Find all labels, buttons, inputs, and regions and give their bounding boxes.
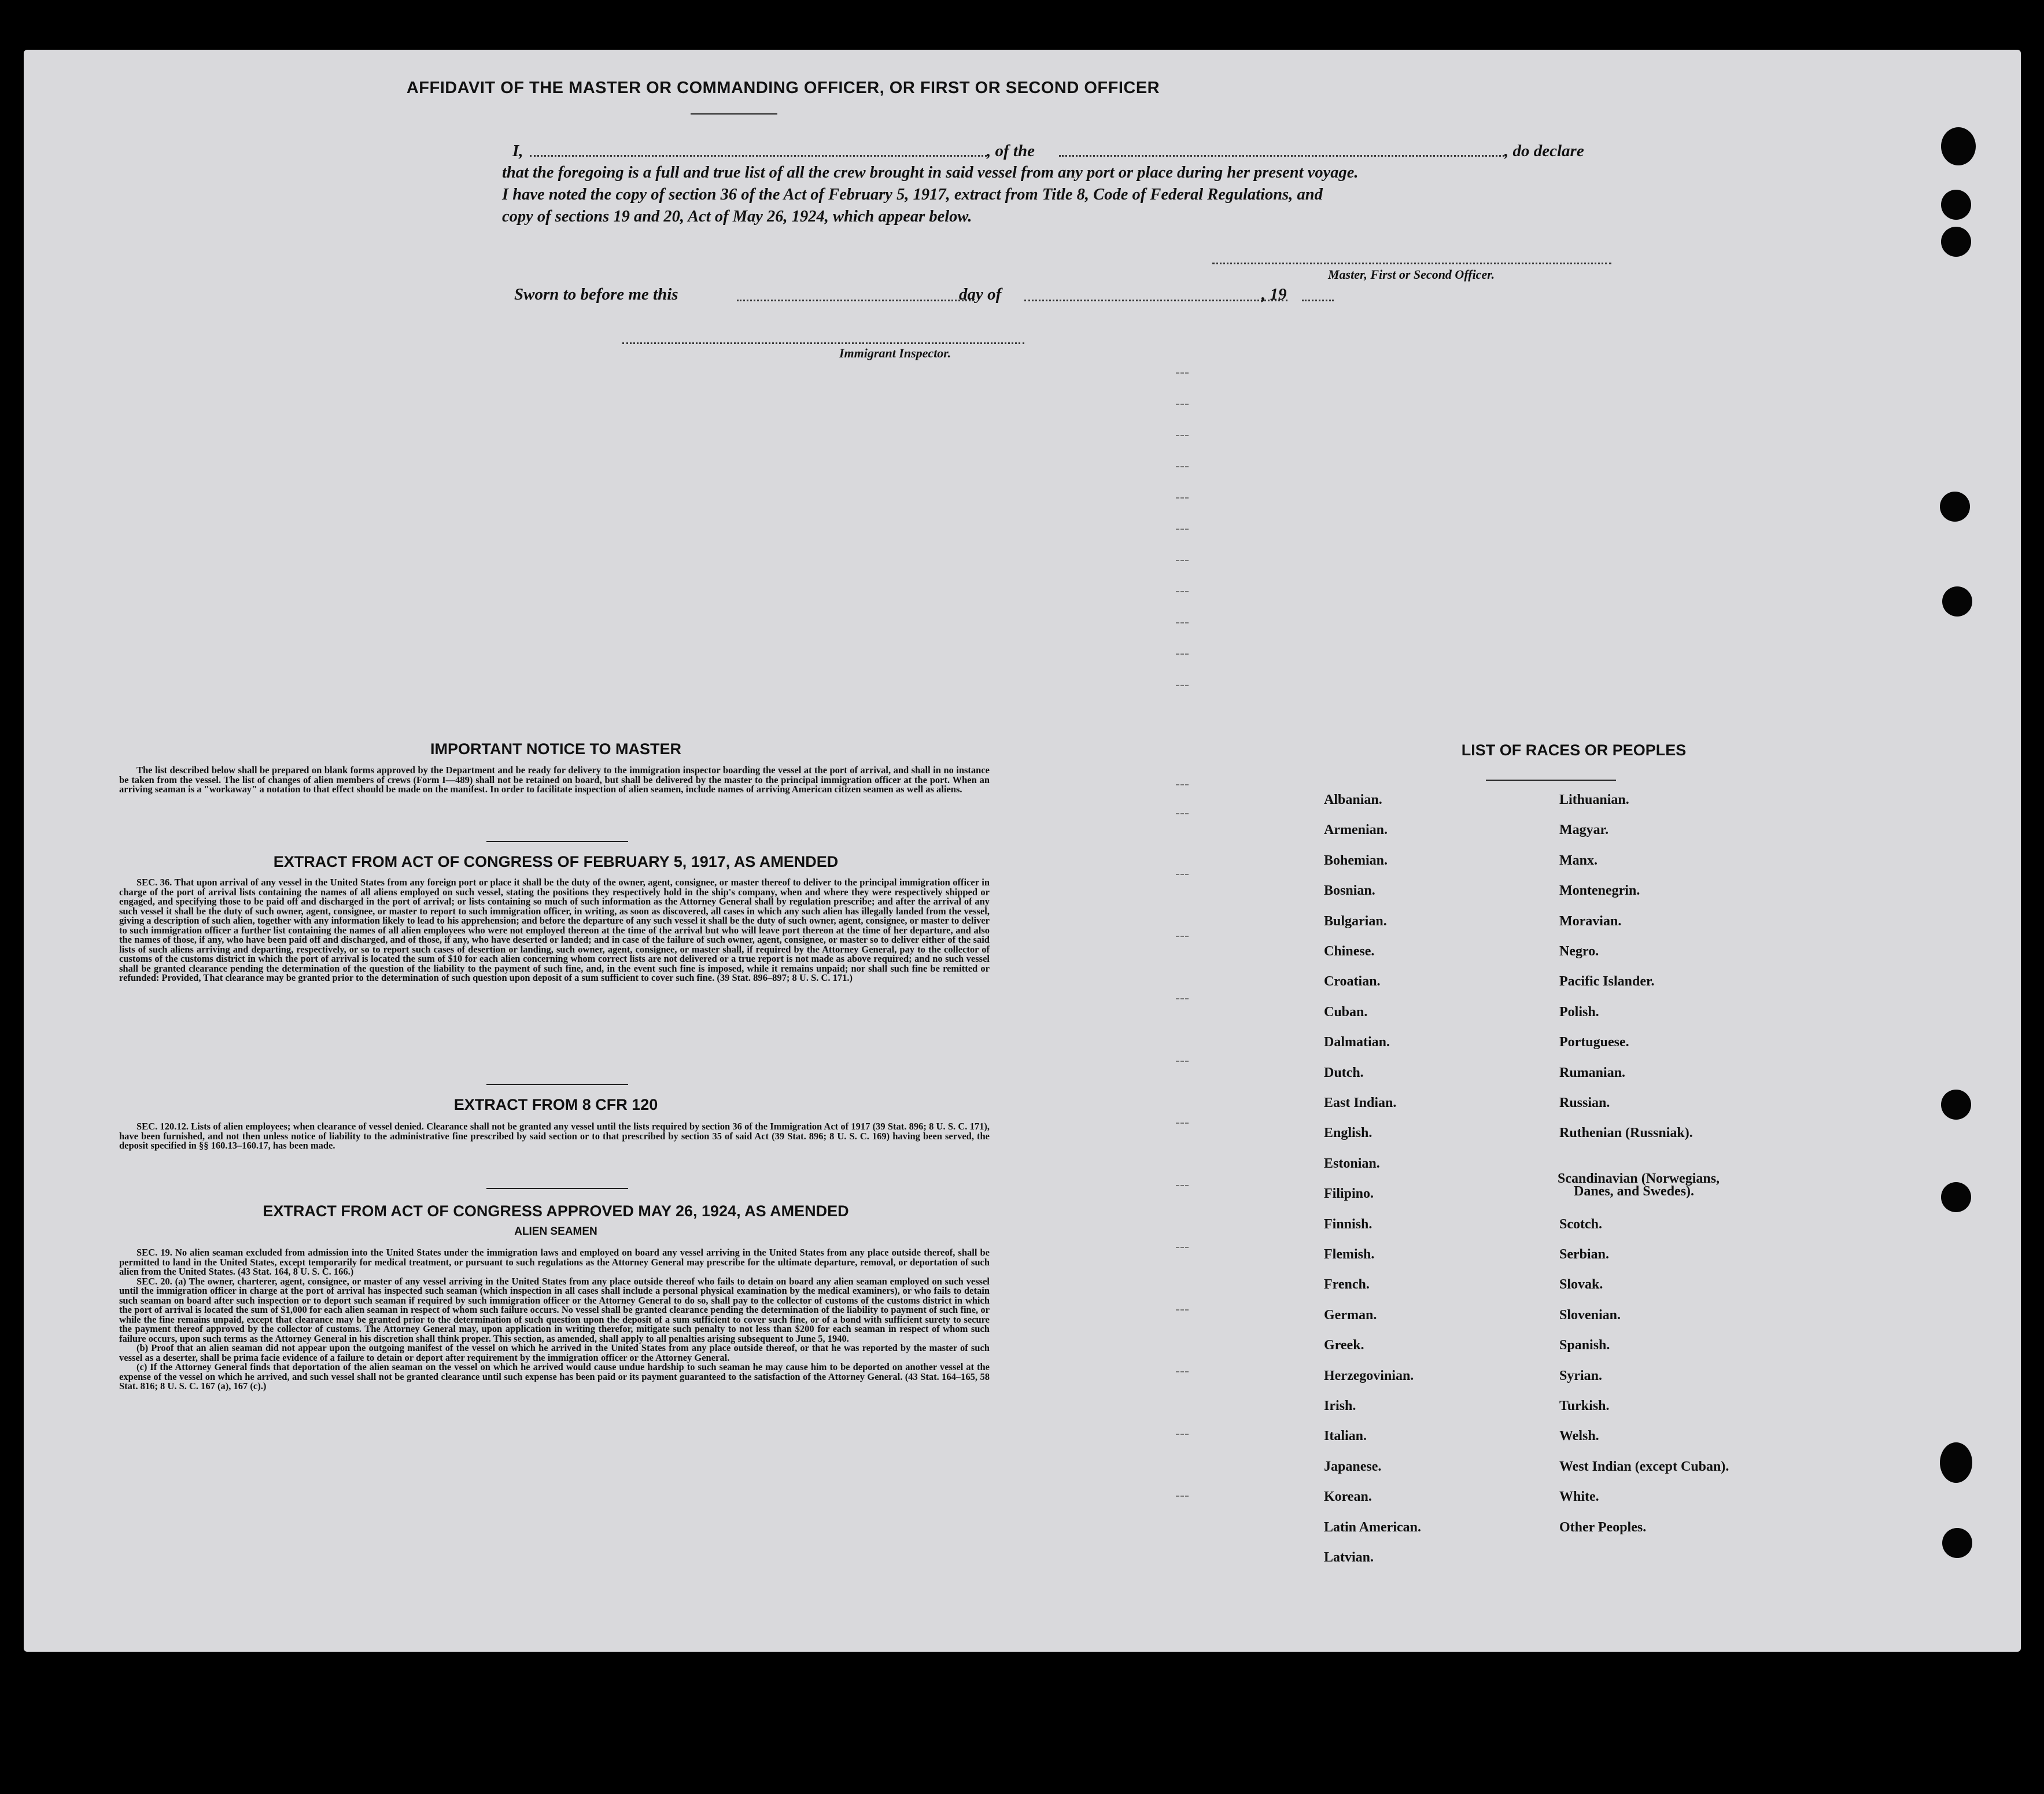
race-item: East Indian.	[1324, 1095, 1397, 1110]
extract-1924-heading: EXTRACT FROM ACT OF CONGRESS APPROVED MAY 26, 1924, AS AMENDED	[263, 1202, 849, 1220]
race-item: Greek.	[1324, 1338, 1364, 1353]
crease-mark	[1176, 622, 1189, 623]
crease-mark	[1176, 560, 1189, 561]
master-caption: Master, First or Second Officer.	[1328, 267, 1495, 282]
crease-mark	[1176, 1247, 1189, 1248]
punch-hole	[1940, 492, 1970, 522]
crease-mark	[1176, 372, 1189, 374]
crease-mark	[1176, 1434, 1189, 1435]
race-item: English.	[1324, 1125, 1372, 1141]
race-item: Estonian.	[1324, 1156, 1380, 1171]
crease-mark	[1176, 1185, 1189, 1186]
race-item: Bulgarian.	[1324, 913, 1387, 929]
race-item: Manx.	[1559, 852, 1597, 868]
year-blank[interactable]	[1302, 300, 1334, 301]
extract-cfr-rule	[486, 1188, 628, 1189]
race-item: Croatian.	[1324, 974, 1381, 990]
sec-19-paragraph: SEC. 19. No alien seaman excluded from admission into the United States under the immigration laws and employed on board any vessel arriving in the United States from any place outside thereof, shall be permitted to land in the United States, except temporarily for medical treatment, or pursuant to such regulations as the Attorney General may prescribe for the ultimate departure, removal, or deportation of such alien from the United States. (43 Stat. 164, 8 U. S. C. 166.)	[119, 1247, 990, 1277]
race-item: Herzegovinian.	[1324, 1368, 1414, 1383]
race-item: West Indian (except Cuban).	[1559, 1459, 1729, 1474]
sworn-label: Sworn to before me this	[514, 285, 678, 304]
race-item: Scotch.	[1559, 1216, 1602, 1232]
race-item: Latin American.	[1324, 1519, 1421, 1535]
crease-mark	[1176, 591, 1189, 592]
punch-hole	[1941, 1090, 1971, 1120]
punch-hole	[1942, 586, 1972, 617]
races-rule	[1486, 780, 1616, 781]
declaration-of-the: , of the	[987, 142, 1035, 160]
punch-hole	[1942, 1528, 1972, 1558]
race-item: Syrian.	[1559, 1368, 1603, 1383]
race-item: Filipino.	[1324, 1186, 1374, 1202]
sec-20a-paragraph: SEC. 20. (a) The owner, charterer, agent, consignee, or master of any vessel arriving in the United States from any place outside thereof who fails to detain on board any alien seaman employed on such vessel until the immigration officer in charge at the port of arrival has inspected such seaman (which inspection in all cases shall include a personal physical examination by the medical examiners), or who fails to detain such seaman on board after such inspection or to deport such seaman if required by such immigration officer or the Attorney General to do so, shall pay to the collector of customs of the customs district in which the port of arrival is located the sum of $1,000 for each alien seaman in respect of whom such failure occurs. No vessel shall be granted clearance pending the determination of the liability to payment of such fine, or while the fine remains unpaid, except that clearance may be granted prior to the determination of such question upon the deposit of a sum sufficient to cover such fine, or of a bond with sufficient surety to secure the payment thereof approved by the collector of customs. The Attorney General may, upon application in writing therefor, mitigate such penalty to not less than $200 for each seaman in respect of whom such failure occurs, upon such terms as the Attorney General in his discretion shall think proper. This section, as amended, shall apply to all penalties arising subsequent to June 5, 1940.	[119, 1275, 990, 1344]
extract-cfr-heading: EXTRACT FROM 8 CFR 120	[453, 1096, 658, 1113]
crease-mark	[1176, 404, 1189, 405]
race-item: Other Peoples.	[1559, 1519, 1647, 1535]
extract-1917-text	[119, 878, 990, 983]
race-item: Serbian.	[1559, 1247, 1610, 1262]
race-item: Italian.	[1324, 1428, 1367, 1444]
race-item: Danes, and Swedes).	[1574, 1184, 1695, 1199]
race-item: Turkish.	[1559, 1398, 1610, 1413]
race-item: Latvian.	[1324, 1550, 1374, 1565]
race-item: Bohemian.	[1324, 852, 1388, 868]
name-blank[interactable]	[530, 155, 987, 157]
punch-hole	[1940, 1442, 1972, 1483]
race-item: White.	[1559, 1489, 1599, 1505]
extract-1917-rule	[486, 1084, 628, 1085]
inspector-caption: Immigrant Inspector.	[839, 346, 951, 360]
race-item: German.	[1324, 1307, 1377, 1323]
race-item: Scandinavian (Norwegians,	[1558, 1171, 1720, 1186]
race-item: Lithuanian.	[1559, 792, 1629, 807]
sworn-day-blank[interactable]	[737, 300, 974, 301]
declaration-line-2: that the foregoing is a full and true list of all the crew brought in said vessel from any port or place during her present voyage.	[502, 164, 1359, 182]
punch-hole	[1941, 1182, 1971, 1212]
race-item: Irish.	[1324, 1398, 1356, 1413]
notice-rule	[486, 841, 628, 842]
race-item: Albanian.	[1324, 792, 1382, 807]
race-item: Korean.	[1324, 1489, 1372, 1505]
crease-mark	[1176, 936, 1189, 937]
race-item: Ruthenian (Russniak).	[1559, 1125, 1693, 1141]
affidavit-title: AFFIDAVIT OF THE MASTER OR COMMANDING OFFICER, OR FIRST OR SECOND OFFICER	[406, 79, 1160, 97]
race-item: Dalmatian.	[1324, 1035, 1390, 1050]
race-item: Dutch.	[1324, 1065, 1364, 1080]
race-item: Flemish.	[1324, 1247, 1375, 1262]
race-item: Chinese.	[1324, 944, 1375, 959]
race-item: Negro.	[1559, 944, 1599, 959]
extract-1917-heading: EXTRACT FROM ACT OF CONGRESS OF FEBRUARY 5, 1917, AS AMENDED	[273, 853, 839, 870]
notice-paragraph: The list described below shall be prepared on blank forms approved by the Department and be ready for delivery to the immigration inspector boarding the vessel at the port of arrival, and shall in no instance be taken from the vessel. The list of changes of alien members of crews (Form I—489) shall not be retained on board, but shall be delivered by the master to the principal immigration officer at the port. When an arriving seaman is a "workaway" a notation to that effect should be made on the manifest. In order to facilitate inspection of alien seamen, include names of arriving American citizen seamen as well as aliens.	[119, 765, 990, 795]
sworn-month-blank[interactable]	[1024, 300, 1287, 301]
crease-mark	[1176, 1123, 1189, 1124]
race-item: Slovenian.	[1559, 1307, 1621, 1323]
race-item: Welsh.	[1559, 1428, 1599, 1444]
crease-mark	[1176, 435, 1189, 436]
races-heading: LIST OF RACES OR PEOPLES	[1461, 741, 1687, 759]
notice-heading: IMPORTANT NOTICE TO MASTER	[430, 740, 681, 758]
crease-mark	[1176, 1309, 1189, 1311]
crease-mark	[1176, 497, 1189, 499]
crease-mark	[1176, 529, 1189, 530]
sec-20c-paragraph: (c) If the Attorney General finds that deportation of the alien seaman on the vessel on which he arrived would cause undue hardship to such seaman he may cause him to be deported on another vessel at the expense of the vessel on which he arrived, and such vessel shall not be granted clearance until such expense has been paid or its payment guaranteed to the satisfaction of the Attorney General. (43 Stat. 164–165, 58 Stat. 816; 8 U. S. C. 167 (a), 167 (c).)	[119, 1361, 990, 1391]
punch-hole	[1941, 227, 1971, 257]
race-item: Japanese.	[1324, 1459, 1382, 1474]
crease-mark	[1176, 813, 1189, 814]
race-item: Pacific Islander.	[1559, 974, 1655, 990]
master-signature-blank[interactable]	[1212, 263, 1611, 264]
crease-mark	[1176, 685, 1189, 686]
crease-mark	[1176, 654, 1189, 655]
race-item: Cuban.	[1324, 1004, 1368, 1020]
crease-mark	[1176, 1371, 1189, 1372]
crease-mark	[1176, 874, 1189, 875]
declaration-line-4: copy of sections 19 and 20, Act of May 26, 1924, which appear below.	[502, 208, 972, 226]
crease-mark	[1176, 998, 1189, 999]
race-item: Polish.	[1559, 1004, 1599, 1020]
race-item: Portuguese.	[1559, 1035, 1629, 1050]
race-item: Russian.	[1559, 1095, 1610, 1110]
extract-1917-paragraph: SEC. 36. That upon arrival of any vessel in the United States from any foreign port or place it shall be the duty of the owner, agent, consignee, or master thereof to deliver to the principal immigration officer in charge of the port of arrival lists containing the names of all aliens employed on such vessel, stating the positions they respectively hold in the ship's company, when and where they were respectively shipped or engaged, and specifying those to be paid off and discharged in the port of arrival; or lists containing so much of such information as the Attorney General shall by regulation prescribe; and after the arrival of any such vessel it shall be the duty of such owner, agent, consignee, or master to report to such immigration officer, in writing, as soon as discovered, all cases in which any such alien has illegally landed from the vessel, giving a description of such alien, together with any information likely to lead to his apprehension; and before the departure of any such vessel it shall be the duty of such owner, agent, consignee, or master to deliver to such immigration officer a further list containing the names of all alien employees who were not employed thereon at the time of the arrival but who will leave port thereon at the time of her departure, and also the names of those, if any, who have been paid off and discharged, and of those, if any, who have deserted or landed; and in case of the failure of such owner, agent, consignee, or master so to deliver either of the said lists of such aliens arriving and departing, respectively, or so to report such cases of desertion or landing, such owner, agent, consignee, or master shall, if required by the Attorney General, pay to the collector of customs of the customs district in which the port of arrival is located the sum of $10 for each alien concerning whom correct lists are not delivered or a true report is not made as above required; and no such vessel shall be granted clearance pending the determination of the question of the liability to the payment of such fine, and, in the event such fine is imposed, while it remains unpaid; nor shall such fine be remitted or refunded: Provided, That clearance may be granted prior to the determination of such question upon deposit of a sum sufficient to cover such fine. (39 Stat. 896–897; 8 U. S. C. 171.)	[119, 877, 990, 983]
race-item: French.	[1324, 1277, 1370, 1293]
extract-cfr-text	[119, 1122, 990, 1151]
race-item: Finnish.	[1324, 1216, 1372, 1232]
extract-1924-text	[119, 1248, 990, 1391]
crease-mark	[1176, 784, 1189, 785]
race-item: Armenian.	[1324, 822, 1388, 838]
inspector-signature-blank[interactable]	[622, 342, 1024, 344]
declaration-do-declare: , do declare	[1504, 142, 1584, 160]
sec-20b-paragraph: (b) Proof that an alien seaman did not appear upon the outgoing manifest of the vessel on which he arrived in the United States from any place outside thereof, or that he was reported by the master of such vessel as a deserter, shall be prima facie evidence of a failure to detain or deport after requirement by the immigration officer or the Attorney General.	[119, 1342, 990, 1363]
extract-cfr-paragraph: SEC. 120.12. Lists of alien employees; when clearance of vessel denied. Clearance shall not be granted any vessel until the lists required by section 36 of the Immigration Act of 1917 (39 Stat. 896; 8 U. S. C. 171), have been furnished, and not then unless notice of liability to the administrative fine prescribed by said section or to that prescribed by section 35 of said Act (39 Stat. 896; 8 U. S. C. 169) having been served, the deposit specified in §§ 160.13–160.17, has been made.	[119, 1121, 990, 1151]
race-item: Montenegrin.	[1559, 883, 1640, 899]
race-item: Rumanian.	[1559, 1065, 1626, 1080]
declaration-line-3: I have noted the copy of section 36 of the Act of February 5, 1917, extract from Title 8, Code of Federal Regulations, and	[502, 186, 1323, 204]
race-item: Magyar.	[1559, 822, 1609, 838]
year-label: , 19	[1261, 285, 1287, 304]
title-rule	[691, 113, 777, 115]
document-page	[24, 50, 2021, 1652]
race-item: Moravian.	[1559, 913, 1622, 929]
race-item: Bosnian.	[1324, 883, 1375, 899]
race-item: Spanish.	[1559, 1338, 1610, 1353]
race-item: Slovak.	[1559, 1277, 1603, 1293]
notice-text	[119, 766, 990, 795]
alien-seamen-subheading: ALIEN SEAMEN	[514, 1225, 597, 1238]
punch-hole	[1941, 190, 1971, 220]
crease-mark	[1176, 1496, 1189, 1497]
day-of-label: day of	[959, 285, 1002, 304]
vessel-blank[interactable]	[1059, 155, 1504, 157]
crease-mark	[1176, 1061, 1189, 1062]
declaration-i: I,	[512, 142, 523, 160]
punch-hole	[1941, 127, 1976, 165]
crease-mark	[1176, 466, 1189, 467]
